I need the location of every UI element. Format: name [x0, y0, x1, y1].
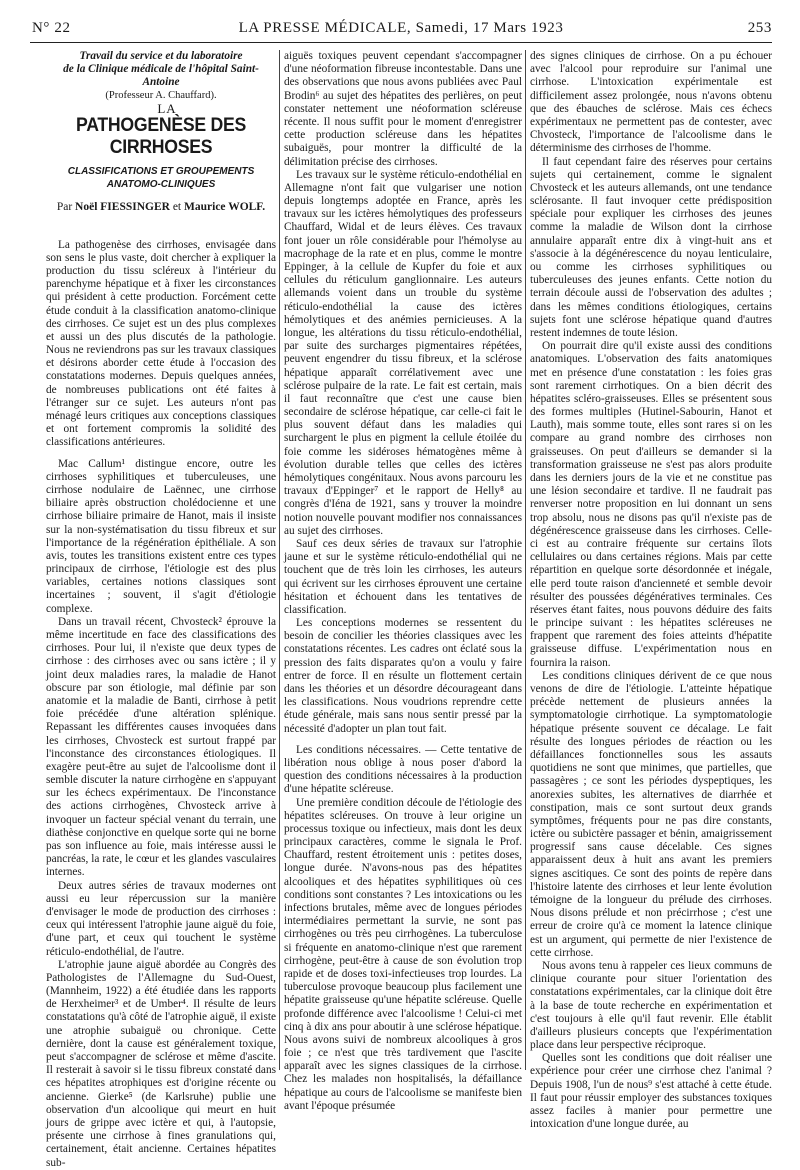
section-paragraph: Les conditions nécessaires. — Cette tentative de libération nous oblige à nous poser d'abord la question des conditions nécessaires à la production d'une hépatite scléreuse. [284, 743, 522, 796]
paragraph: Quelles sont les conditions que doit réaliser une expérience pour créer une cirrhose chez l'animal ? Depuis 1908, l'un de nous⁹ s'est attaché à cette étude. Il faut pour réussir employer des substances toxiques assez faciles à manier pour permettre une intoxication d'une longue durée, au [530, 1052, 772, 1131]
article-subtitle [46, 165, 276, 191]
column-3 [530, 50, 772, 1131]
authors-par: Par [56, 201, 73, 214]
paragraph: Il faut cependant faire des réserves pour certains sujets qui certainement, comme le signalent Chvosteck et les auteurs allemands, ont une tendance sclérosante. Il faut invoquer cette prédisposition spéciale pour expliquer les cirrhoses des jeunes comme la maladie de Wilson dont la cirrhose annulaire apparaît entre dix à vingt-huit ans et s'associe à la dégénérescence du noyau lenticulaire, ou comme les cirrhoses syphilitiques ou tuberculeuses des jeunes enfants. Cette notion du terrain découle aussi de l'observation des adultes ; dans les mêmes conditions étiologiques, certains sujets font une sclérose hépatique quand d'autres restent indemnes de toute lésion. [530, 155, 772, 339]
paragraph: Sauf ces deux séries de travaux sur l'atrophie jaune et sur le système réticulo-endothélial qui ne touchent que de très loin les cirrhoses, les auteurs qui écrivent sur les cirrhoses éprouvent une certaine hésitation et échouent dans les tentatives de classification. [284, 537, 522, 616]
paragraph: Les conditions cliniques dérivent de ce que nous venons de dire de l'étiologie. L'atteinte hépatique précède nettement de plusieurs années la symptomatologie cirrhotique. La symptomatologie hépatique présente souvent ce décalage. Le fait résulte des longues périodes de réaction ou les défaillances fonctionnelles sous les assauts quotidiens ne sont que minimes, que partielles, que passagères ; ce sont les périodes dyspeptiques, les anorexies subites, les alternatives de diarrhée et constipation, mais ce sont surtout deux grands symptômes, fréquents pour ne pas dire constants, ictère ou subictère passager et bénin, amaigrissement progressif sans cause décelable. Ces signes apparaissent deux à huit ans avant les premiers signes ascitiques. Ce sont des points de repère dans l'histoire latente des cirrhoses et leur lente évolution témoigne de la longueur du prélude des cirrhoses. Nous disons prélude et non précirrhose ; c'est une erreur de croire qu'à ce moment la latence clinique est un argument, qui permette de nier l'existence de cette cirrhose. [530, 669, 772, 959]
paragraph: Mac Callum¹ distingue encore, outre les cirrhoses syphilitiques et tuberculeuses, une cirrhose nodulaire de Laënnec, une cirrhose biliaire après obstruction cholédocienne et une cirrhose biliaire primaire de Hanot, mais il insiste sur la non-systématisation du tissu fibreux et sur l'importance de la régénération épithéliale. A son avis, toutes les transitions existent entre ces types principaux de cirrhose, l'étiologie est des plus variables, certaines notions classiques sont incertaines ; souvent, il s'agit d'étiologie complexe. [46, 457, 276, 615]
page-number: 253 [747, 20, 772, 36]
column-divider [525, 50, 526, 1070]
paragraph: L'atrophie jaune aiguë abordée au Congrès des Pathologistes de l'Allemagne du Sud-Ouest, (Mannheim, 1922) a été étudiée dans les rapports de Herxheimer³ et de Umber⁴. Il résulte de leurs constatations qu'à côté de l'atrophie aiguë, il existe une atrophie subaiguë ou chronique. Cette dernière, dont la cause est généralement toxique, peut s'accompagner de sclérose et même d'ascite. Il resterait à savoir si le tissu fibreux constaté dans ces hépatites atrophiques est d'origine récente ou ancienne. Gierke⁵ (de Karlsruhe) publie une observation d'un alcoolique qui meurt en huit jours de grippe avec ictère et qui, à l'autopsie, présente une cirrhose à fines granulations qui, certainement, était ancienne. Certaines hépatites sub- [46, 958, 276, 1169]
paragraph: Une première condition découle de l'étiologie des hépatites scléreuses. On trouve à leur origine un processus toxique ou infectieux, mais dont les deux principaux caractères, comme le signala le Prof. Chauffard, restent étroitement unis : petites doses, longue durée. N'avons-nous pas des hépatites alcooliques et des hépatites syphilitiques où ces conditions sont constantes ? Les intoxications ou les infections brutales, même avec de longues périodes intermédiaires permettant la survie, ne sont pas cirrhogènes ou très peu cirrhogènes. La tuberculose si fréquente en anatomo-clinique n'est que rarement cirrhogène, peut-être à cause de son évolution trop rapide et de doses toxi-infectieuses trop lourdes. La tuberculose provoque beaucoup plus facilement une hépatite graisseuse qu'une hépatite scléreuse. Quelle profonde différence avec l'alcoolisme ! Celui-ci met cinq à dix ans pour aboutir à une sclérose hépatique. Nous avons suivi de nombreux alcooliques à gros foie ; ce n'est que très tardivement que l'ascite apparaît avec les signes classiques de la cirrhose. Chez les malades non hospitalisés, la défaillance hépatique au cours de l'alcoolisme se manifeste bien avant l'époque présumée [284, 796, 522, 1112]
author-name: Maurice WOLF. [184, 201, 266, 214]
authors-et: et [172, 201, 182, 214]
running-header [30, 20, 772, 40]
title-article: LA [157, 101, 177, 117]
paragraph: aiguës toxiques peuvent cependant s'accompagner d'une néoformation fibreuse incontestable. Dans une des observations que nous avons publiées avec Paul Brodin⁶ au sujet des hépatites des perlières, on peut constater nettement une néoformation scléreuse récente. Il nous suffit pour le moment d'enregistrer cette production scléreuse dans les hépatites subaiguës, pour montrer la difficulté de la délimitation précise des cirrhoses. [284, 50, 522, 168]
article-title: PATHOGENÈSE DES CIRRHOSES [76, 115, 246, 159]
paragraph: Dans un travail récent, Chvosteck² éprouve la même incertitude en face des classifications des cirrhoses. Pour lui, il n'existe que deux types de cirrhose : des cirrhoses avec ou sans ictère ; il y joint deux maladies rares, la maladie de Hanot obscure par son étiologie, mal définie par son anatomie et la maladie de Banti, cirrhose à petit foie précédée d'une altération splénique. Repassant les différentes causes invoquées dans les cirrhoses, Chvosteck est surtout frappé par l'inconstance des circonstances étiologiques. Il exagère peut-être au sujet de l'alcoolisme dont il semble discuter la nature cirrhogène en s'appuyant sur les échecs expérimentaux. De l'inconstance des actions cirrhogènes, Chvosteck arrive à invoquer un facteur spécial venant du terrain, une diathèse conjonctive en quelque sorte qui ne borne pas son influence au foie, mais intéresse aussi le pancréas, la rate, le cœur et les glandes vasculaires internes. [46, 615, 276, 879]
subtitle-line: CLASSIFICATIONS ET GROUPEMENTS [67, 166, 255, 178]
article-authors [46, 201, 276, 214]
paragraph: On pourrait dire qu'il existe aussi des conditions anatomiques. L'observation des faits anatomiques met en présence d'une constatation : les foies gras sont rarement cirrhotiques. On a bien décrit des hépatites scléro-graisseuses. Elles se présentent sous des formes multiples (Hutinel-Sabourin, Hanot et Lauth), mais somme toute, elles sont rares si on les compare au grand nombre des cirrhoses non graisseuses. On peut d'ailleurs se demander si la transformation graisseuse ne s'est pas alors produite dans les derniers jours de la vie et ne constitue pas une lésion secondaire et tardive. Il ne faudrait pas renverser notre proposition en lui donnant un sens trop absolu, nous ne disons pas qu'il n'existe pas de dégénérescence graisseuse dans les cirrhoses. Celle-ci est au contraire fréquente sur certains îlots cellulaires ou dans certaines régions. Mais par cette répartition en quelque sorte désordonnée et inégale, elle perd toute raison d'ancienneté et semble devoir résulter des poussées dégénératives terminales. Ces réserves étant faites, nous pouvons déduire des faits le principe suivant : les hépatites scléreuses ne frappent que rarement des foies atteints d'hépatite graisseuse diffuse. L'expérimentation nous en fournira la raison. [530, 340, 772, 669]
author-name: Noël FIESSINGER [75, 201, 170, 214]
professor-line: (Professeur A. Chauffard). [105, 90, 217, 101]
issue-number: N° 22 [32, 20, 71, 36]
column-1 [46, 50, 276, 1169]
paragraph: Nous avons tenu à rappeler ces lieux communs de clinique courante pour situer l'orientation des constatations expérimentales, car la clinique doit être à la base de toute recherche en expérimentation et c'est toujours à elle qu'il faut revenir. Elle établit d'ailleurs plusieurs concepts que l'expérimentation place dans leur perspective réciproque. [530, 959, 772, 1052]
service-line: Travail du service et du laboratoire [79, 50, 243, 62]
paragraph: La pathogenèse des cirrhoses, envisagée dans son sens le plus vaste, doit chercher à expliquer la production du tissu scléreux à l'intérieur du parenchyme hépatique et à fixer les circonstances qui président à cette production. Forcément cette étude conduit à la classification anatomo-clinique des cirrhoses. Ce sujet est un des plus complexes et aussi un des plus discutés de la pathologie. Nous ne reviendrons pas sur les travaux classiques et désirons aborder cette étude à l'occasion des constatations modernes. Depuis quelques années, de nombreuses publications ont été faites à l'étranger sur ce sujet. Les auteurs n'ont pas ménagé leurs critiques aux conceptions classiques et ont fortement compromis la solidité des classifications antérieures. [46, 238, 276, 449]
column-divider [279, 50, 280, 1070]
journal-title-date: LA PRESSE MÉDICALE, Samedi, 17 Mars 1923 [238, 20, 564, 36]
paragraph: Les travaux sur le système réticulo-endothélial en Allemagne n'ont fait que vulgariser une notion depuis longtemps adoptée en France, après les travaux sur les ictères hémolytiques des professeurs Chauffard, Widal et de leurs élèves. Ces travaux font jouer un rôle considérable pour l'hémolyse au macrophage de la rate et en plus, comme le montre Eppinger, à la cellule de Kupfer du foie et aux cellules du réticulum ganglionnaire. Les auteurs allemands voient dans un trouble du système réticulo-endothélial la cause des ictères hémolytiques et des anémies pernicieuses. A la longue, les altérations du tissu réticulo-endothélial, par suite des surcharges pigmentaires répétées, peuvent engendrer du tissu fibreux, et la sclérose hépatique apparaît corrélativement avec une sclérose pulpaire de la rate. Le fait est certain, mais il faut reconnaître que c'est une cause bien secondaire de sclérose hépatique, car celle-ci fait le plus souvent défaut dans les maladies qui surchargent le plus en pigment la cellule étoilée du foie comme les sidéroses hématogènes même à évolution durable telles que celles des ictères hémolytiques congénitaux. Nous avons parcouru les travaux d'Eppinger⁷ et le rapport de Helly⁸ au congrès d'Iéna de 1921, sans y trouver la moindre notion nouvelle pouvant modifier nos connaissances au sujet des cirrhoses. [284, 168, 522, 537]
paragraph: des signes cliniques de cirrhose. On a pu échouer avec l'alcool pour reproduire sur l'animal une cirrhose. L'intoxication expérimentale est difficilement assez prolongée, nous n'avons obtenu que des ébauches de sclérose. Mais ces échecs expérimentaux ne permettent pas de contester, avec Chvosteck, l'importance de l'alcoolisme dans le déterminisme des cirrhoses de l'homme. [530, 50, 772, 155]
clinic-line: de la Clinique médicale de l'hôpital Saint-Antoine [63, 63, 259, 88]
header-rule [30, 42, 772, 43]
paragraph: Les conceptions modernes se ressentent du besoin de concilier les théories classiques avec les constatations récentes. Les cadres ont éclaté sous la pression des faits disparates qu'on a voulu y faire entrer de force. Il en résulte un flottement certain dans les théories et un désordre décourageant dans les classifications. Nous voudrions reprendre cette étude générale, mais sans nous sentir pressé par la nécessité d'adopter un plan tout fait. [284, 617, 522, 735]
column-2 [284, 50, 522, 1112]
paragraph: Deux autres séries de travaux modernes ont aussi eu leur répercussion sur la manière d'envisager le mode de production des cirrhoses : ceux qui intéressent l'atrophie jaune aiguë du foie, d'une part, et ceux qui touchent le système réticulo-endothélial, de l'autre. [46, 879, 276, 958]
subtitle-line: ANATOMO-CLINIQUES [106, 179, 216, 191]
